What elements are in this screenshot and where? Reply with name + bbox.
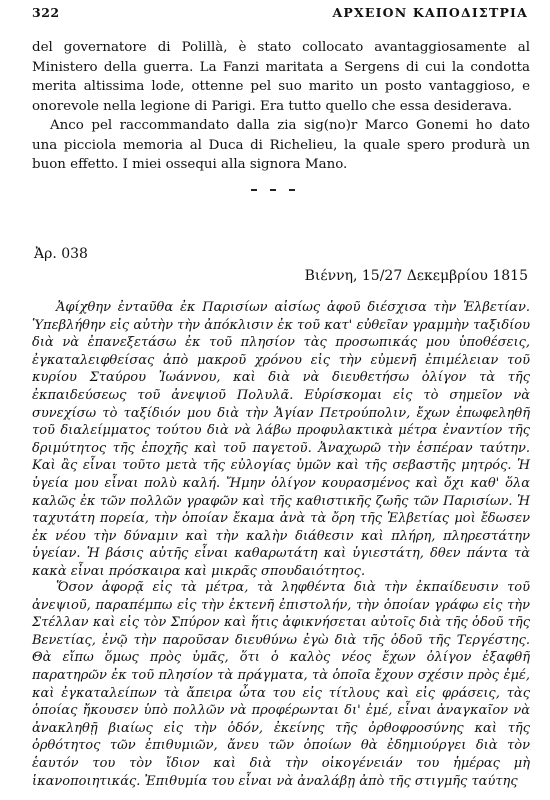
italian-paragraph-1: del governatore di Polillà, è stato collocato avantaggiosamente al Ministero della guerra. La Fanzi maritata a Sergens di cui la condotta merita altissima lode, ottenne pel suo marito un posto vantaggioso, e onorevole nella legione di Parigi. Era tutto quello che essa desiderava.	[32, 40, 530, 114]
greek-paragraph-2: Ὅσον ἀφορᾷ εἰς τὰ μέτρα, τὰ ληφθέντα διὰ τὴν ἐκπαίδευσιν τοῦ ἀνεψιοῦ, παραπέμπω εἰς τὴν ἐκτενῆ ἐπιστολήν, τὴν ὁποίαν γράφω εἰς τὴν Στέλλαν καὶ εἰς τὸν Σπύρον καὶ ἥτις ἀφικνήσεται αὐτοῖς διὰ τῆς ὁδοῦ τῆς Βενετίας, ἐνῷ τὴν παροῦσαν διευθύνω ἐγὼ διὰ τῆς ὁδοῦ τῆς Τεργέστης. Θὰ εἴπω ὅμως πρὸς ὑμᾶς, ὅτι ὁ καλὸς νέος ἔχων ὀλίγον ἐξαφθῆ παρατηρῶν ἐκ τοῦ πλησίον τὰ πράγματα, τὰ ὁποῖα ἔχουν σχέσιν πρὸς ἐμέ, καὶ ἐγκαταλείπων τὰ ἄπειρα ὦτα του εἰς τίτλους καὶ εἰς φράσεις, τὰς ὁποίας ἤκουσεν ὑπὸ πολλῶν νὰ προφέρωνται δι' ἐμέ, εἶναι ἀναγκαῖον νὰ ἀνακληθῇ βιαίως εἰς τὴν ὁδόν, ἐκείνης τῆς ὀρθοφροσύνης καὶ τῆς ὀρθότητος τῶν ἐπιθυμιῶν, ἄνευ τῶν ὁποίων θὰ ἐδημιούργει διὰ τὸν ἑαυτόν του τὸν ἴδιον καὶ διὰ τὴν οἰκογένειάν του ἡμέρας μὴ ἱκανοποιητικάς. Ἐπιθυμία του εἶναι νὰ ἀναλάβῃ ἀπὸ τῆς στιγμῆς ταύτης	[32, 580, 530, 789]
separator-dash	[251, 189, 257, 191]
italian-paragraph-2: Anco pel raccommandato dalla zia sig(no)r Marco Gonemi ho dato una picciola memoria al Duca di Richelieu, la quale spero produrà un buon effetto. I miei ossequi alla signora Mano.	[32, 118, 530, 173]
section-separator	[251, 185, 295, 195]
letter-number: Ἀρ. 038	[34, 246, 88, 262]
page-number: 322	[32, 5, 60, 20]
greek-paragraph-1: Ἀφίχθην ἐνταῦθα ἐκ Παρισίων αἰσίως ἀφοῦ διέσχισα τὴν Ἑλβετίαν. Ὑπεβλήθην εἰς αὐτὴν τὴν ἀπόκλισιν ἐκ τοῦ κατ' εὐθεῖαν γραμμὴν ταξιδίου διὰ νὰ ἐπανεξετάσω ἐκ τοῦ πλησίον τὰς προσωπικάς μου ὑποθέσεις, ἐγκαταλειφθείσας ἀπὸ μακροῦ χρόνου εἰς τὴν εὐμενῆ ἐπιμέλειαν τοῦ κυρίου Σταύρου Ἰωάννου, καὶ διὰ νὰ διευθετήσω ὀλίγον τὰ τῆς ἐκπαιδεύσεως τοῦ ἀνεψιοῦ Πολυλᾶ. Εὑρίσκομαι εἰς τὸ σημεῖον νὰ συνεχίσω τὸ ταξίδιόν μου διὰ τὴν Ἁγίαν Πετρούπολιν, ἔχων ἐπωφεληθῆ τοῦ διαλείμματος τούτου διὰ νὰ λάβω προφυλακτικὰ μέτρα ἐναντίον τῆς δριμύτητος τῆς ἐποχῆς καὶ τοῦ παγετοῦ. Ἀναχωρῶ τὴν ἑσπέραν ταύτην. Καὶ ἂς εἶναι τοῦτο μετὰ τῆς εὐλογίας ὑμῶν καὶ τῆς σεβαστῆς μητρός. Ἡ ὑγεία μου εἶναι πολὺ καλή. Ἤμην ὀλίγον κουρασμένος καὶ ὄχι καθ' ὅλα καλῶς ἐκ τῶν πολλῶν γραφῶν καὶ τῆς καθιστικῆς ζωῆς τῶν Παρισίων. Ἡ ταχυτάτη πορεία, τὴν ὁποίαν ἔκαμα ἀνὰ τὰ ὄρη τῆς Ἑλβετίας μοὶ ἔδωσεν ἐκ νέου τὴν δύναμιν καὶ τὴν καλὴν διάθεσιν καὶ πλήρη, πληρεστάτην ὑγείαν. Ἡ βάσις αὐτῆς εἶναι καθαρωτάτη καὶ ὑγιεστάτη, δθεν πάντα τὰ κακὰ εἶναι πρόσκαιρα καὶ μικρᾶς σπουδαιότητος.	[32, 300, 530, 579]
running-head	[32, 5, 528, 21]
separator-dash	[270, 189, 276, 191]
separator-dash	[289, 189, 295, 191]
letter-place-date: Βιέννη, 15/27 Δεκεμβρίου 1815	[304, 268, 528, 284]
journal-title: ΑΡΧΕΙΟΝ ΚΑΠΟΔΙΣΤΡΙΑ	[332, 5, 528, 20]
